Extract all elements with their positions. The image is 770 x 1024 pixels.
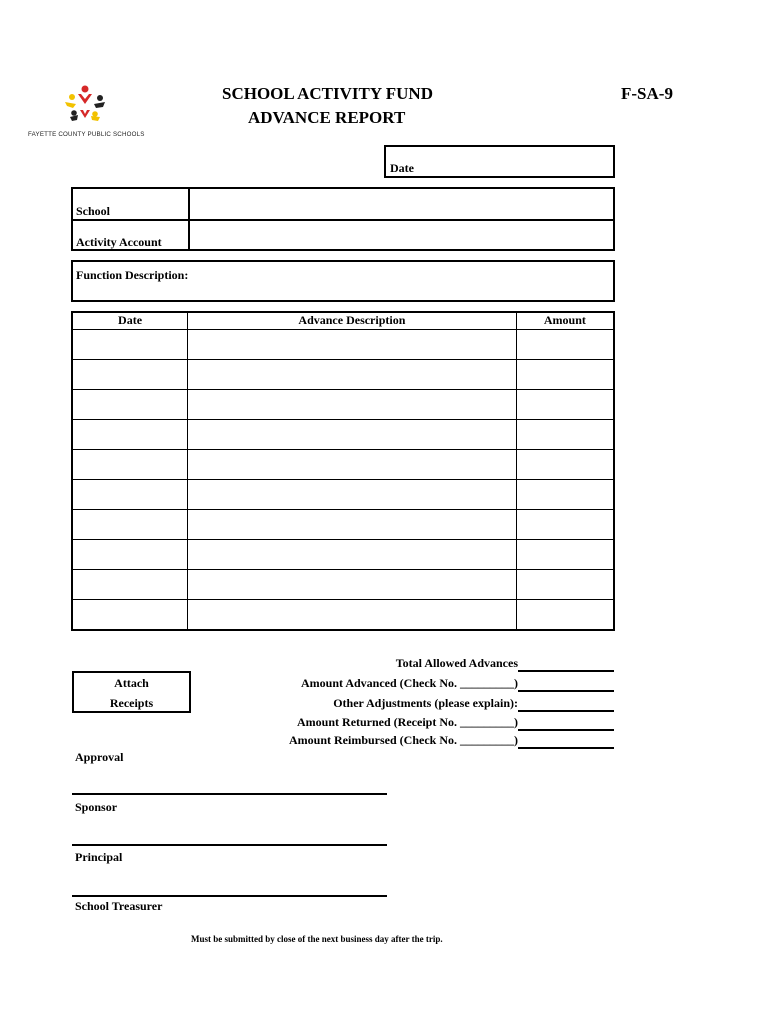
date-field[interactable] [384,145,615,178]
form-title-line1: SCHOOL ACTIVITY FUND [222,84,433,103]
amount-advanced-label: Amount Advanced (Check No. _________) [300,676,518,690]
row-amount-cell[interactable] [516,570,614,600]
activity-account-input[interactable] [191,221,613,249]
activity-account-label: Activity Account [76,235,162,249]
table-row [72,450,614,480]
other-adjustments-input[interactable] [518,710,614,712]
row-description-cell[interactable] [188,450,517,480]
school-treasurer-label: School Treasurer [75,899,163,913]
advances-table [71,311,615,631]
amount-returned-input[interactable] [518,729,614,731]
row-description-cell[interactable] [188,420,517,450]
row-date-cell[interactable] [72,420,188,450]
row-date-cell[interactable] [72,570,188,600]
amount-returned-label: Amount Returned (Receipt No. _________) [297,715,518,729]
attach-receipts-box [72,671,191,713]
column-header-date: Date [72,312,188,330]
table-row [72,480,614,510]
other-adjustments-label: Other Adjustments (please explain): [333,696,518,710]
sponsor-label: Sponsor [75,800,118,814]
row-description-cell[interactable] [188,360,517,390]
table-row [72,360,614,390]
receipts-line1: Attach [114,676,149,690]
principal-signature-line[interactable] [72,844,387,846]
logo-org-name: FAYETTE COUNTY PUBLIC SCHOOLS [28,131,145,138]
table-row [72,390,614,420]
row-date-cell[interactable] [72,510,188,540]
row-date-cell[interactable] [72,540,188,570]
row-description-cell[interactable] [188,390,517,420]
total-allowed-advances-label: Total Allowed Advances [395,656,518,670]
row-date-cell[interactable] [72,450,188,480]
row-date-cell[interactable] [72,600,188,631]
treasurer-signature-line[interactable] [72,895,387,897]
column-header-amount: Amount [516,312,614,330]
total-allowed-advances-input[interactable] [518,670,614,672]
amount-advanced-input[interactable] [518,690,614,692]
date-label: Date [390,161,414,175]
row-description-cell[interactable] [188,600,517,631]
table-row [72,600,614,631]
row-amount-cell[interactable] [516,450,614,480]
row-description-cell[interactable] [188,540,517,570]
row-date-cell[interactable] [72,390,188,420]
row-date-cell[interactable] [72,330,188,360]
row-amount-cell[interactable] [516,600,614,631]
row-amount-cell[interactable] [516,330,614,360]
school-info-box [71,187,615,251]
row-description-cell[interactable] [188,510,517,540]
row-amount-cell[interactable] [516,420,614,450]
row-amount-cell[interactable] [516,540,614,570]
form-title-line2: ADVANCE REPORT [248,108,406,127]
school-label: School [76,204,111,218]
footer-note: Must be submitted by close of the next business day after the trip. [191,934,443,944]
table-header-row [72,312,614,330]
approval-label: Approval [75,750,124,764]
row-amount-cell[interactable] [516,480,614,510]
district-logo-icon [60,84,110,126]
row-date-cell[interactable] [72,360,188,390]
function-description-field[interactable] [71,260,615,302]
row-date-cell[interactable] [72,480,188,510]
sponsor-signature-line[interactable] [72,793,387,795]
table-row [72,330,614,360]
amount-reimbursed-input[interactable] [518,747,614,749]
table-row [72,510,614,540]
receipts-line2: Receipts [109,696,154,710]
row-description-cell[interactable] [188,480,517,510]
function-description-label: Function Description: [76,268,189,282]
form-number: F-SA-9 [621,84,673,103]
school-input[interactable] [191,189,613,219]
table-row [72,540,614,570]
principal-label: Principal [75,850,123,864]
amount-reimbursed-label: Amount Reimbursed (Check No. _________) [289,733,518,747]
row-amount-cell[interactable] [516,510,614,540]
row-amount-cell[interactable] [516,360,614,390]
row-description-cell[interactable] [188,330,517,360]
row-amount-cell[interactable] [516,390,614,420]
column-header-description: Advance Description [188,312,517,330]
row-description-cell[interactable] [188,570,517,600]
table-row [72,570,614,600]
table-row [72,420,614,450]
